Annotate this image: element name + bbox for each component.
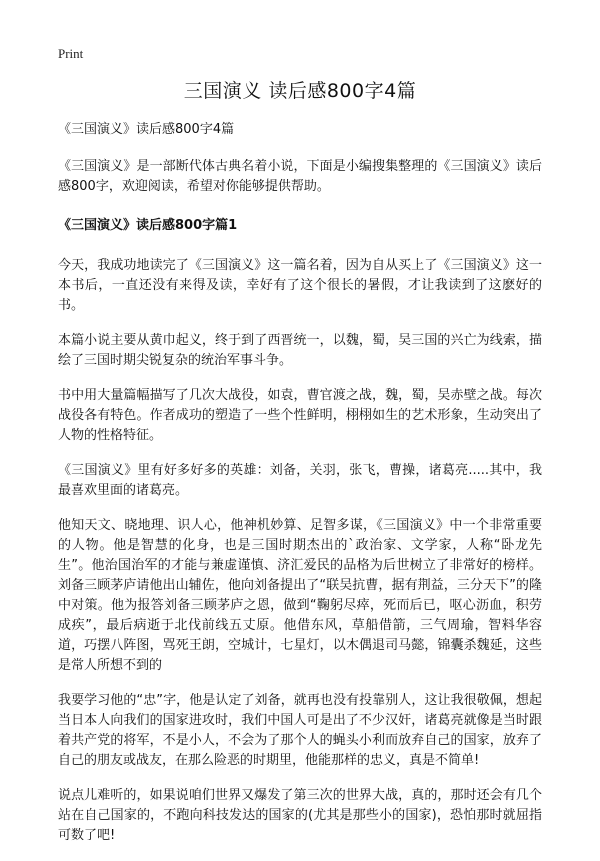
- article-body: [58, 120, 542, 861]
- paragraph-2: 本篇小说主要从黄巾起义，终于到了西晋统一，以魏，蜀，吴三国的兴亡为线索，描绘了三国时期尖锐复杂的统治军事斗争。: [58, 333, 542, 368]
- paragraph-6: 我要学习他的“忠”字，他是认定了刘备，就再也没有投靠别人，这让我很敬佩，想起当日本人向我们的国家进攻时，我们中国人可是出了不少汉奸，诸葛亮就像是当时跟着共产党的将军，不是小人，不会为了那个人的蝇头小利而放弃自己的国家，放弃了自己的朋友或战友，在那么险恶的时期里，他能那样的忠义，真是不简单!: [58, 693, 542, 768]
- paragraph-1: 今天，我成功地读完了《三国演义》这一篇名着，因为自从买上了《三国演义》这一本书后，一直还没有来得及读，幸好有了这个很长的暑假，才让我读到了这麽好的书。: [58, 258, 542, 313]
- paragraph-7: 说点儿难听的，如果说咱们世界又爆发了第三次的世界大战，真的，那时还会有几个站在自己国家的，不跑向科技发达的国家的(尤其是那些小的国家)，恐怕那时就屈指可数了吧!: [58, 788, 542, 843]
- page-title: 三国演义 读后感800字4篇: [183, 80, 417, 102]
- article-intro: 《三国演义》是一部断代体古典名着小说，下面是小编搜集整理的《三国演义》读后感800字，欢迎阅读，希望对你能够提供帮助。: [58, 159, 542, 194]
- paragraph-3: 书中用大量篇幅描写了几次大战役，如袁，曹官渡之战，魏，蜀，吴赤壁之战。每次战役各有特色。作者成功的塑造了一些个性鲜明，栩栩如生的艺术形象，生动突出了人物的性格特征。: [58, 388, 542, 443]
- paragraph-5: 他知天文、晓地理、识人心，他神机妙算、足智多谋，《三国演义》中一个非常重要的人物。他是智慧的化身，也是三国时期杰出的`政治家、文学家，人称“卧龙先生”。他治国治军的才能与兼虚谨慎、济汇爱民的品格为后世树立了非常好的榜样。刘备三顾茅庐请他出山辅佐，他向刘备提出了“联吴抗曹，据有荆益，三分天下”的隆中对策。他为报答刘备三顾茅庐之恩，做到“鞠躬尽瘁，死而后已，呕心沥血，积劳成疾”，最后病逝于北伐前线五丈原。他借东风，草船借箭，三气周瑜，智料华容道，巧摆八阵图，骂死王朗，空城计，七星灯，以木偶退司马懿，锦囊杀魏延，这些是常人所想不到的: [58, 518, 542, 673]
- article-subtitle: 《三国演义》读后感800字4篇: [58, 122, 235, 137]
- paragraph-4: 《三国演义》里有好多好多的英雄：刘备，关羽，张飞，曹操，诸葛亮.....其中，我最喜欢里面的诸葛亮。: [58, 463, 542, 498]
- section-title: 《三国演义》读后感800字篇1: [58, 218, 238, 233]
- print-link[interactable]: Print: [58, 46, 84, 61]
